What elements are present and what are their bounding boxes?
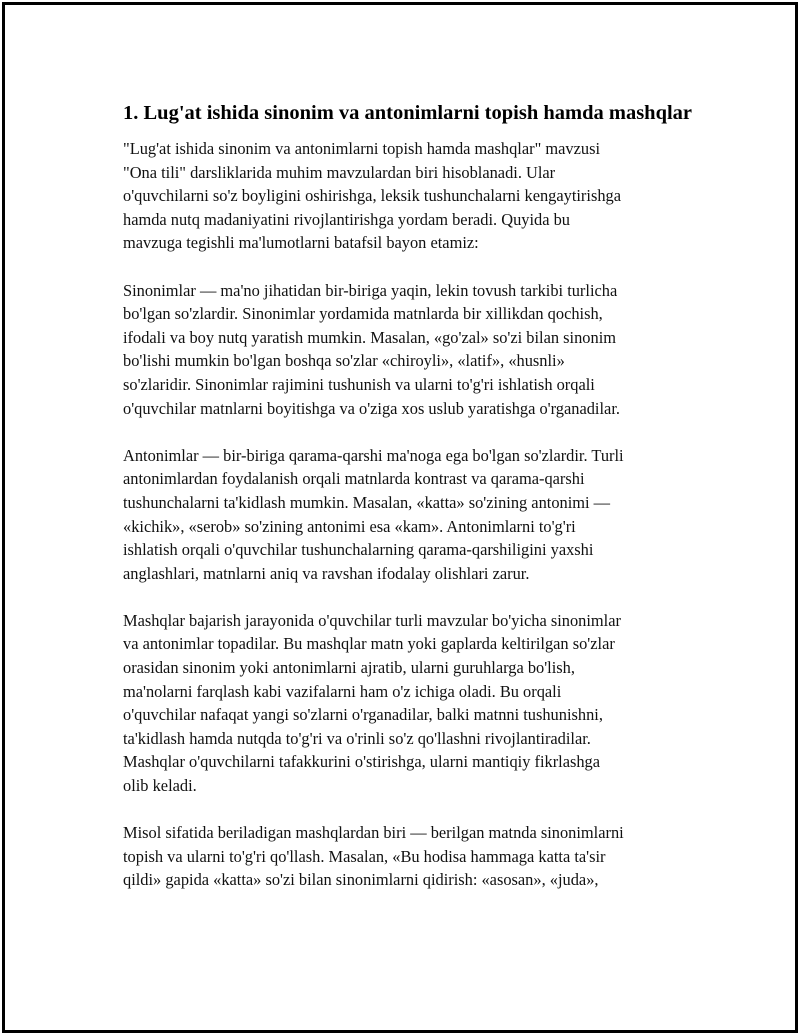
text-line: ifodali va boy nutq yaratish mumkin. Masalan, «go'zal» so'zi bilan sinonim xyxy=(123,327,616,347)
text-line: Mashqlar o'quvchilarni tafakkurini o'stirishga, ularni mantiqiy fikrlashga xyxy=(123,752,601,772)
text-line: o'quvchilar matnlarni boyitishga va o'ziga xos uslub yaratishga o'rganadilar. xyxy=(123,398,620,418)
paragraph-antonyms xyxy=(123,444,703,586)
page-frame xyxy=(2,2,798,1033)
text-line: hamda nutq madaniyatini rivojlantirishga yordam beradi. Quyida bu xyxy=(123,209,570,229)
document-body xyxy=(123,100,703,916)
text-line: anglashlari, matnlarni aniq va ravshan ifodalay olishlari zarur. xyxy=(123,563,530,583)
paragraph-synonyms xyxy=(123,279,703,421)
document-title: 1. Lug'at ishida sinonim va antonimlarni topish hamda mashqlar xyxy=(123,102,693,124)
text-line: va antonimlar topadilar. Bu mashqlar matn yoki gaplarda keltirilgan so'zlar xyxy=(123,634,615,654)
text-line: bo'lishi mumkin bo'lgan boshqa so'zlar «chiroyli», «latif», «husnli» xyxy=(123,351,565,371)
text-line: "Lug'at ishida sinonim va antonimlarni topish hamda mashqlar" mavzusi xyxy=(123,139,601,158)
text-line: ma'nolarni farqlash kabi vazifalarni ham o'z ichiga oladi. Bu orqali xyxy=(123,681,562,701)
text-line: topish va ularni to'g'ri qo'llash. Masalan, «Bu hodisa hammaga katta ta'sir xyxy=(123,846,606,866)
paragraph-exercises xyxy=(123,609,703,798)
text-line: Sinonimlar — ma'no jihatidan bir-biriga yaqin, lekin tovush tarkibi turlicha xyxy=(123,280,618,300)
text-line: "Ona tili" darsliklarida muhim mavzulardan biri hisoblanadi. Ular xyxy=(123,162,556,182)
text-line: olib keladi. xyxy=(123,776,197,796)
text-line: bo'lgan so'zlardir. Sinonimlar yordamida matnlarda bir xillikdan qochish, xyxy=(123,304,603,324)
text-line: orasidan sinonim yoki antonimlarni ajratib, ularni guruhlarga bo'lish, xyxy=(123,658,575,678)
text-line: Misol sifatida beriladigan mashqlardan biri — berilgan matnda sinonimlarni xyxy=(123,823,624,843)
text-line: Antonimlar — bir-biriga qarama-qarshi ma'noga ega bo'lgan so'zlardir. Turli xyxy=(123,445,624,465)
text-line: o'quvchilar nafaqat yangi so'zlarni o'rganadilar, balki matnni tushunishni, xyxy=(123,705,603,725)
paragraph-intro xyxy=(123,137,703,255)
text-line: so'zlaridir. Sinonimlar rajimini tushunish va ularni to'g'ri ishlatish orqali xyxy=(123,374,595,394)
text-line: ta'kidlash hamda nutqda to'g'ri va o'rinli so'z qo'llashni rivojlantiradilar. xyxy=(123,728,591,748)
text-line: mavzuga tegishli ma'lumotlarni batafsil bayon etamiz: xyxy=(123,233,479,253)
text-line: antonimlardan foydalanish orqali matnlarda kontrast va qarama-qarshi xyxy=(123,469,585,489)
text-line: ishlatish orqali o'quvchilar tushunchalarning qarama-qarshiligini yaxshi xyxy=(123,540,594,560)
text-line: «kichik», «serob» so'zining antonimi esa «kam». Antonimlarni to'g'ri xyxy=(123,516,576,536)
text-line: o'quvchilarni so'z boyligini oshirishga, leksik tushunchalarni kengaytirishga xyxy=(123,186,621,206)
paragraph-example xyxy=(123,821,703,892)
text-line: Mashqlar bajarish jarayonida o'quvchilar turli mavzular bo'yicha sinonimlar xyxy=(123,610,621,630)
text-line: qildi» gapida «katta» so'zi bilan sinonimlarni qidirish: «asosan», «juda», xyxy=(123,870,599,890)
text-line: tushunchalarni ta'kidlash mumkin. Masalan, «katta» so'zining antonimi — xyxy=(123,492,611,512)
